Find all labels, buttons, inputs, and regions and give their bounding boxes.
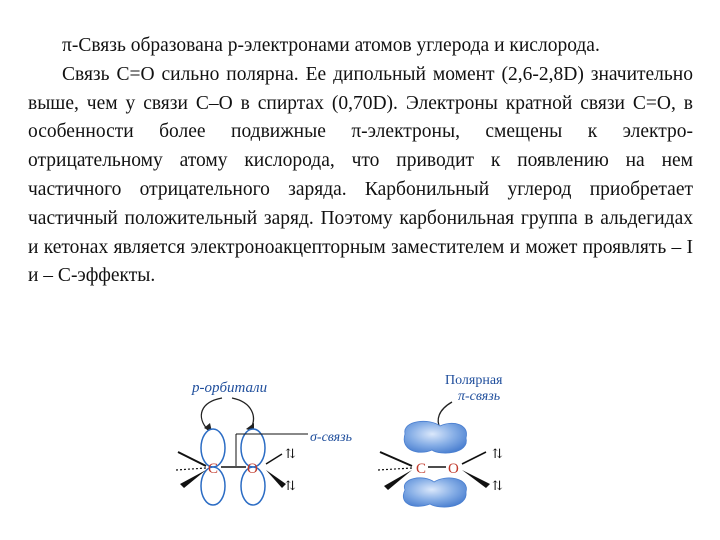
oxygen-atom-right: O <box>448 461 459 477</box>
sigma-bond-label: σ-связь <box>310 430 353 445</box>
polar-pi-label-line2: π-связь <box>458 389 501 404</box>
paragraph-1: π-Связь образована p-электронами атомов углерода и кислорода. <box>62 35 600 56</box>
oxygen-wedge-lower-right <box>462 470 490 488</box>
pi-cloud-lower <box>403 478 466 507</box>
carbonyl-orbital-diagram <box>0 362 720 540</box>
text-block <box>28 32 693 291</box>
oxygen-wedge-lower-left-side <box>266 470 286 488</box>
oxygen-lone-pair-upper-right: ⇅ <box>492 446 503 461</box>
oxygen-lone-pair-lower-left: ⇅ <box>285 478 296 493</box>
polar-pi-label-line1: Полярная <box>445 373 503 388</box>
carbon-bond-middle <box>176 468 206 470</box>
oxygen-lone-pair-lower-right: ⇅ <box>492 478 503 493</box>
oxygen-bond-upper-right <box>462 452 486 464</box>
p-orbitals-label: p-орбитали <box>192 380 268 396</box>
oxygen-bond-upper-left-side <box>266 454 282 464</box>
arrow-to-oxygen-orbital <box>232 398 253 430</box>
carbon-bond-middle-right <box>378 468 412 470</box>
carbon-atom-left: C <box>208 461 219 477</box>
carbon-atom-right: C <box>416 461 427 477</box>
oxygen-atom-left: O <box>247 461 258 477</box>
carbon-bond-upper-right <box>380 452 412 466</box>
arrow-to-carbon-orbital <box>201 398 222 430</box>
pi-cloud-upper <box>404 421 466 453</box>
paragraph-2: Связь С=О сильно полярна. Ее дипольный момент (2,6-2,8D) значительно выше, чем у связи С–О в спиртах (0,70D). Электроны кратной связи С=О, в особенности более подвижные π-электроны, смещены к электро-отрицательному атому кислорода, что приводит к появлению на нем частичного отрицательного заряда. Карбонильный углерод приобретает частичный положительный заряд. Поэтому карбонильная группа в альдегидах и кетонах является электроноакцепторным заместителем и может проявлять – I и – С-эффекты. <box>28 63 693 287</box>
oxygen-lone-pair-upper-left: ⇅ <box>285 446 296 461</box>
